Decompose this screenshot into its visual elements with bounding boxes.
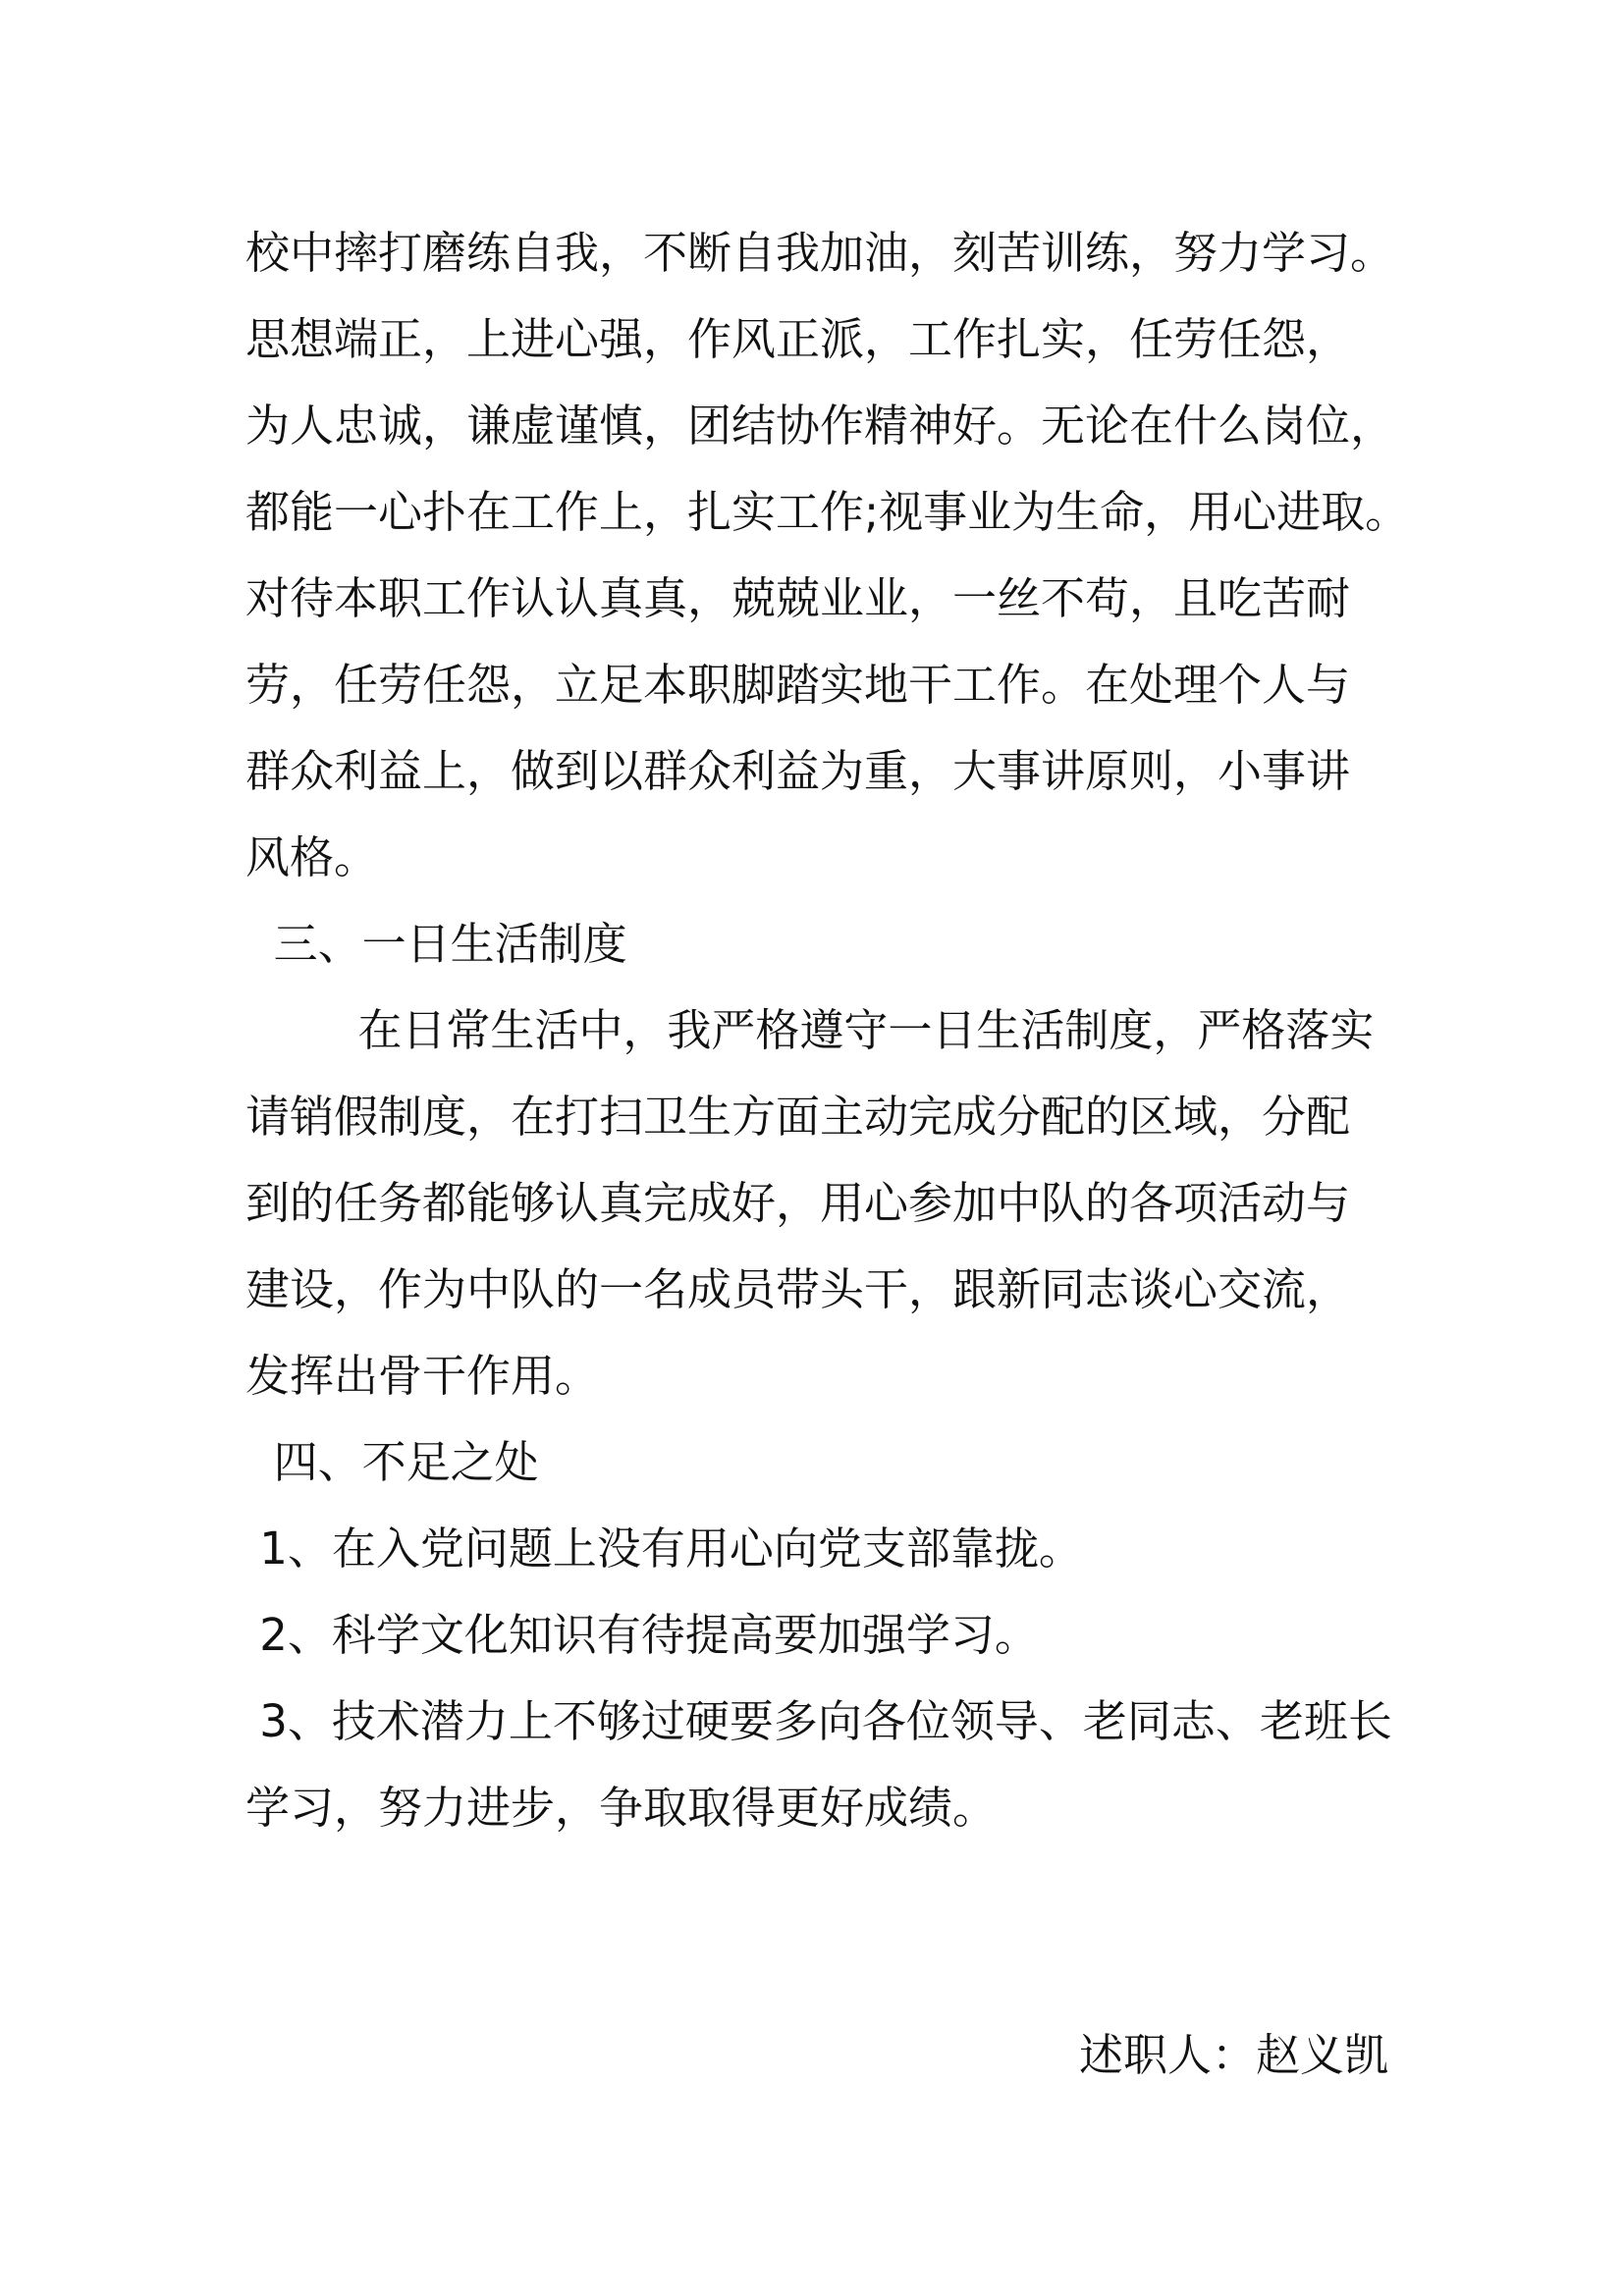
list-item: 2、科学文化知识有待提高要加强学习。 [245, 1609, 1039, 1661]
text-line: 风格。 [245, 831, 379, 883]
text-line: 群众利益上，做到以群众利益为重，大事讲原则，小事讲 [245, 745, 1351, 797]
section-heading: 三、一日生活制度 [245, 918, 627, 970]
text-line: 劳，任劳任怨，立足本职脚踏实地干工作。在处理个人与 [245, 659, 1351, 711]
list-item: 1、在入党问题上没有用心向党支部靠拢。 [245, 1522, 1083, 1575]
text-line: 建设，作为中队的一名成员带头干，跟新同志谈心交流， [245, 1263, 1351, 1315]
text-line: 思想端正，上进心强，作风正派，工作扎实，任劳任怨， [245, 313, 1351, 365]
text-line: 学习，努力进步，争取取得更好成绩。 [245, 1782, 998, 1834]
signature: 述职人：赵义凯 [1078, 2029, 1388, 2081]
list-item: 3、技术潜力上不够过硬要多向各位领导、老同志、老班长 [245, 1695, 1392, 1747]
text-line: 请销假制度，在打扫卫生方面主动完成分配的区域，分配 [245, 1091, 1351, 1143]
text-line: 发挥出骨干作用。 [245, 1350, 600, 1402]
text-line: 为人忠诚，谦虚谨慎，团结协作精神好。无论在什么岗位， [245, 400, 1395, 452]
text-line: 对待本职工作认认真真，兢兢业业，一丝不苟，且吃苦耐 [245, 572, 1351, 624]
text-line: 校中摔打磨练自我，不断自我加油，刻苦训练，努力学习。 [245, 227, 1395, 279]
text-line: 在日常生活中，我严格遵守一日生活制度，严格落实 [245, 1004, 1375, 1056]
text-line: 到的任务都能够认真完成好，用心参加中队的各项活动与 [245, 1177, 1351, 1229]
text-line: 都能一心扑在工作上，扎实工作;视事业为生命，用心进取。 [245, 486, 1410, 538]
section-heading: 四、不足之处 [245, 1436, 539, 1488]
